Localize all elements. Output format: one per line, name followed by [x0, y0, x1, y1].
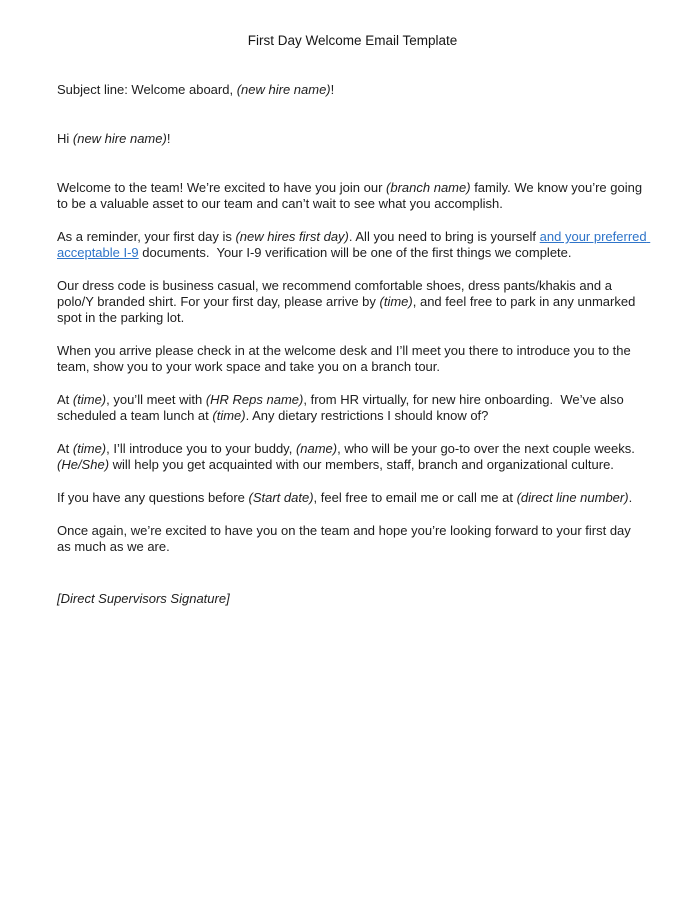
document-title: First Day Welcome Email Template — [247, 33, 458, 48]
placeholder-text: (time) — [72, 441, 107, 456]
text-run: , you’ll meet with — [106, 392, 206, 407]
placeholder-text: (time) — [212, 408, 246, 423]
text-run: , I’ll introduce you to your buddy, — [106, 441, 296, 456]
placeholder-text: (time) — [379, 294, 413, 309]
paragraph-closing — [57, 523, 648, 555]
text-run: . Any dietary restrictions I should know of? — [245, 408, 489, 423]
paragraph-reminder — [57, 229, 651, 261]
placeholder-text: (name) — [295, 441, 338, 456]
text-run: , feel free to email me or call me at — [313, 490, 517, 505]
paragraph-onboarding — [57, 392, 648, 424]
text-run: family. We know you’re going to be a valuable asset to our team and can’t wait to see what you accomplish. — [57, 180, 646, 211]
placeholder-text: (He/She) — [57, 457, 110, 472]
placeholder-text: (Start date) — [248, 490, 314, 505]
text-run: Welcome to the team! We’re excited to have you join our — [57, 180, 387, 195]
text-run: will help you get acquainted with our members, staff, branch and organizational culture. — [109, 457, 614, 472]
text-run: . — [628, 490, 633, 505]
placeholder-text: (new hire name) — [72, 131, 167, 146]
text-run: When you arrive please check in at the welcome desk and I’ll meet you there to introduce you to the team, show you to your work space and take you on a branch tour. — [57, 343, 635, 374]
text-run: Hi — [57, 131, 73, 146]
paragraph-greeting — [57, 131, 648, 147]
placeholder-text: (HR Reps name) — [205, 392, 304, 407]
text-run: Subject line: Welcome aboard, — [57, 82, 237, 97]
text-run: Our dress code is business casual, we recommend comfortable shoes, dress pants/khakis and a polo/Y branded shirt. For your first day, please arrive by — [57, 278, 616, 309]
placeholder-text: (time) — [72, 392, 107, 407]
signature-placeholder — [57, 591, 648, 607]
text-run: , who will be your go-to over the next couple weeks. — [337, 441, 639, 456]
text-run: , from HR virtually, for new hire onboarding. We’ve also scheduled a team lunch at — [57, 392, 628, 423]
text-run: , and feel free to park in any unmarked spot in the parking lot. — [57, 294, 639, 325]
paragraph-intro — [57, 180, 648, 212]
placeholder-text: (new hire name) — [236, 82, 331, 97]
paragraph-subject-line — [57, 82, 648, 98]
text-run: Once again, we’re excited to have you on the team and hope you’re looking forward to your first day as much as we are. — [57, 523, 635, 554]
paragraph-arrival — [57, 343, 648, 375]
text-run: ! — [330, 82, 335, 97]
paragraph-questions — [57, 490, 648, 506]
text-run: documents. Your I-9 verification will be one of the first things we complete. — [138, 245, 572, 260]
text-run: At — [57, 392, 73, 407]
text-run: If you have any questions before — [57, 490, 249, 505]
placeholder-text: (direct line number) — [516, 490, 629, 505]
text-run: At — [57, 441, 73, 456]
placeholder-text: (branch name) — [386, 180, 471, 195]
text-run: . All you need to bring is yourself — [348, 229, 540, 244]
paragraph-dress-code — [57, 278, 648, 326]
text-run: ! — [166, 131, 171, 146]
text-run: As a reminder, your first day is — [57, 229, 236, 244]
paragraph-buddy — [57, 441, 648, 473]
i9-documents-link[interactable]: and your preferred acceptable I-9 — [57, 229, 651, 260]
placeholder-text: [Direct Supervisors Signature] — [57, 591, 230, 606]
placeholder-text: (new hires first day) — [235, 229, 349, 244]
